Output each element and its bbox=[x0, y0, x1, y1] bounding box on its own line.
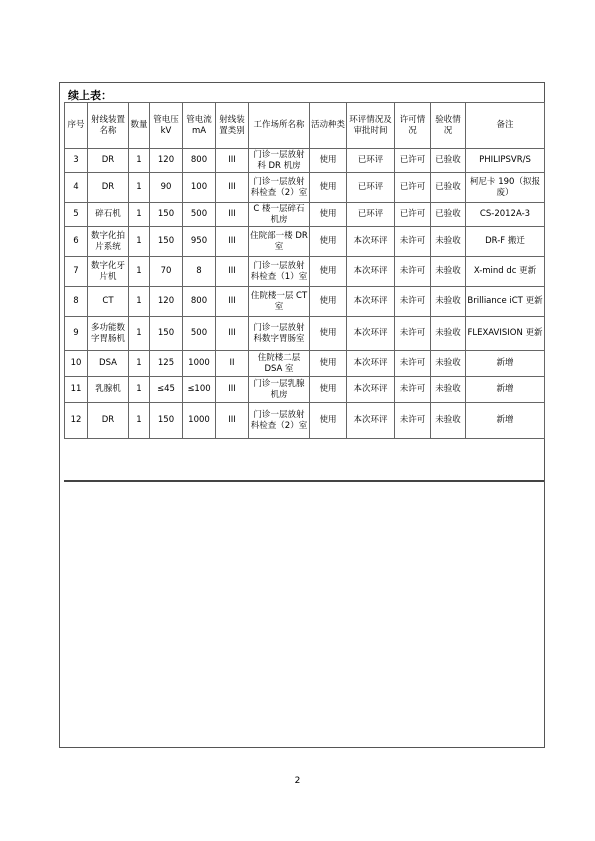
table-cell: 未许可 bbox=[395, 377, 431, 403]
table-cell: 1 bbox=[129, 227, 150, 257]
header-cell: 许可情况 bbox=[395, 103, 431, 149]
table-cell: 本次环评 bbox=[347, 377, 395, 403]
table-cell: 已许可 bbox=[395, 203, 431, 227]
table-cell: ≤100 bbox=[183, 377, 216, 403]
table-cell: III bbox=[216, 149, 249, 173]
table-cell: III bbox=[216, 403, 249, 439]
table-bottom-rule bbox=[64, 480, 544, 482]
table-caption: 续上表： bbox=[68, 89, 112, 102]
table-cell: 11 bbox=[65, 377, 88, 403]
table-cell: 本次环评 bbox=[347, 257, 395, 287]
table-cell: III bbox=[216, 317, 249, 351]
table-cell: 门诊一层放射科检查（1）室 bbox=[249, 257, 310, 287]
table-cell: 70 bbox=[150, 257, 183, 287]
table-cell: 1 bbox=[129, 287, 150, 317]
table-cell: 950 bbox=[183, 227, 216, 257]
table-cell: PHILIPSVR/S bbox=[466, 149, 545, 173]
table-cell: 150 bbox=[150, 403, 183, 439]
table-cell: 新增 bbox=[466, 377, 545, 403]
table-cell: 使用 bbox=[310, 173, 347, 203]
table-cell: 使用 bbox=[310, 227, 347, 257]
table-cell: 未许可 bbox=[395, 351, 431, 377]
table-row bbox=[65, 149, 545, 173]
header-cell: 验收情况 bbox=[431, 103, 466, 149]
table-cell: 数字化拍片系统 bbox=[88, 227, 129, 257]
table-row bbox=[65, 227, 545, 257]
table-cell: Brilliance iCT 更新 bbox=[466, 287, 545, 317]
header-cell: 工作场所名称 bbox=[249, 103, 310, 149]
table-cell: 新增 bbox=[466, 351, 545, 377]
table-cell: DR bbox=[88, 173, 129, 203]
table-cell: 门诊一层放射科检查（2）室 bbox=[249, 403, 310, 439]
table-cell: 使用 bbox=[310, 149, 347, 173]
table-header-row bbox=[65, 103, 545, 149]
table-cell: 已验收 bbox=[431, 149, 466, 173]
table-cell: 本次环评 bbox=[347, 287, 395, 317]
table-cell: 8 bbox=[65, 287, 88, 317]
table-cell: 已环评 bbox=[347, 203, 395, 227]
table-cell: 未验收 bbox=[431, 351, 466, 377]
table-cell: 新增 bbox=[466, 403, 545, 439]
table-cell: 住院楼二层 DSA 室 bbox=[249, 351, 310, 377]
table-cell: 90 bbox=[150, 173, 183, 203]
table-cell: 本次环评 bbox=[347, 403, 395, 439]
table-cell: 已环评 bbox=[347, 173, 395, 203]
table-cell: 未验收 bbox=[431, 257, 466, 287]
table-cell: ≤45 bbox=[150, 377, 183, 403]
header-cell: 序号 bbox=[65, 103, 88, 149]
table-cell: 未验收 bbox=[431, 377, 466, 403]
table-cell: 已验收 bbox=[431, 173, 466, 203]
table-cell: III bbox=[216, 287, 249, 317]
table-cell: III bbox=[216, 227, 249, 257]
table-cell: 1 bbox=[129, 351, 150, 377]
table-cell: 1000 bbox=[183, 403, 216, 439]
table-cell: DSA bbox=[88, 351, 129, 377]
table-cell: C 楼一层碎石机房 bbox=[249, 203, 310, 227]
table-cell: 未验收 bbox=[431, 227, 466, 257]
table-cell: 150 bbox=[150, 317, 183, 351]
table-row bbox=[65, 317, 545, 351]
table-cell: 1 bbox=[129, 317, 150, 351]
table-cell: X-mind dc 更新 bbox=[466, 257, 545, 287]
table-cell: 10 bbox=[65, 351, 88, 377]
table-cell: 1 bbox=[129, 203, 150, 227]
table-cell: 碎石机 bbox=[88, 203, 129, 227]
table-cell: 使用 bbox=[310, 317, 347, 351]
table-cell: 100 bbox=[183, 173, 216, 203]
table-cell: 未许可 bbox=[395, 257, 431, 287]
radiation-device-table bbox=[64, 102, 545, 439]
table-row bbox=[65, 377, 545, 403]
table-cell: 8 bbox=[183, 257, 216, 287]
table-cell: 150 bbox=[150, 203, 183, 227]
header-cell: 管电流mA bbox=[183, 103, 216, 149]
table-cell: 125 bbox=[150, 351, 183, 377]
table-cell: 本次环评 bbox=[347, 227, 395, 257]
table-cell: 使用 bbox=[310, 403, 347, 439]
table-cell: III bbox=[216, 173, 249, 203]
table-cell: 已许可 bbox=[395, 173, 431, 203]
table-row bbox=[65, 403, 545, 439]
table-row bbox=[65, 203, 545, 227]
table-cell: 使用 bbox=[310, 203, 347, 227]
table-cell: 120 bbox=[150, 149, 183, 173]
table-cell: 500 bbox=[183, 203, 216, 227]
table-cell: 500 bbox=[183, 317, 216, 351]
table-cell: 1 bbox=[129, 149, 150, 173]
table-cell: 使用 bbox=[310, 287, 347, 317]
table-cell: 7 bbox=[65, 257, 88, 287]
table-cell: 4 bbox=[65, 173, 88, 203]
table-cell: 乳腺机 bbox=[88, 377, 129, 403]
table-cell: 1 bbox=[129, 403, 150, 439]
table-cell: 柯尼卡 190（拟报废） bbox=[466, 173, 545, 203]
table-cell: 6 bbox=[65, 227, 88, 257]
table-cell: 未验收 bbox=[431, 403, 466, 439]
table-cell: 已许可 bbox=[395, 149, 431, 173]
table-cell: 800 bbox=[183, 149, 216, 173]
table-cell: 数字化牙片机 bbox=[88, 257, 129, 287]
header-cell: 管电压kV bbox=[150, 103, 183, 149]
header-cell: 活动种类 bbox=[310, 103, 347, 149]
table-row bbox=[65, 173, 545, 203]
table-cell: 使用 bbox=[310, 351, 347, 377]
header-cell: 射线装置名称 bbox=[88, 103, 129, 149]
table-cell: 门诊一层放射科数字胃肠室 bbox=[249, 317, 310, 351]
table-cell: 未验收 bbox=[431, 287, 466, 317]
table-cell: 9 bbox=[65, 317, 88, 351]
table-cell: 门诊一层放射科检查（2）室 bbox=[249, 173, 310, 203]
header-cell: 数量 bbox=[129, 103, 150, 149]
table-cell: 未验收 bbox=[431, 317, 466, 351]
table-cell: II bbox=[216, 351, 249, 377]
table-cell: 本次环评 bbox=[347, 351, 395, 377]
table-cell: 住院楼一层 CT 室 bbox=[249, 287, 310, 317]
table-cell: DR bbox=[88, 403, 129, 439]
table-cell: DR bbox=[88, 149, 129, 173]
table-cell: 1 bbox=[129, 173, 150, 203]
table-cell: FLEXAVISION 更新 bbox=[466, 317, 545, 351]
table-cell: CS-2012A-3 bbox=[466, 203, 545, 227]
table-cell: 住院部一楼 DR 室 bbox=[249, 227, 310, 257]
table-cell: III bbox=[216, 257, 249, 287]
table-cell: DR-F 搬迁 bbox=[466, 227, 545, 257]
header-cell: 环评情况及审批时间 bbox=[347, 103, 395, 149]
page-number: 2 bbox=[294, 776, 301, 786]
table-cell: 多功能数字胃肠机 bbox=[88, 317, 129, 351]
table-cell: 1 bbox=[129, 377, 150, 403]
table-row bbox=[65, 257, 545, 287]
table-cell: 12 bbox=[65, 403, 88, 439]
table-cell: 本次环评 bbox=[347, 317, 395, 351]
table-cell: 已验收 bbox=[431, 203, 466, 227]
table-cell: 1 bbox=[129, 257, 150, 287]
table-cell: III bbox=[216, 203, 249, 227]
table-row bbox=[65, 351, 545, 377]
table-cell: 未许可 bbox=[395, 287, 431, 317]
table-cell: 800 bbox=[183, 287, 216, 317]
table-cell: III bbox=[216, 377, 249, 403]
table-cell: 3 bbox=[65, 149, 88, 173]
header-cell: 备注 bbox=[466, 103, 545, 149]
table-cell: 未许可 bbox=[395, 403, 431, 439]
table-cell: 已环评 bbox=[347, 149, 395, 173]
table-cell: 未许可 bbox=[395, 227, 431, 257]
table-cell: 使用 bbox=[310, 257, 347, 287]
table-cell: 未许可 bbox=[395, 317, 431, 351]
table-cell: 门诊一层乳腺机房 bbox=[249, 377, 310, 403]
table-cell: 使用 bbox=[310, 377, 347, 403]
table-cell: 150 bbox=[150, 227, 183, 257]
table-cell: CT bbox=[88, 287, 129, 317]
table-cell: 门诊一层放射科 DR 机房 bbox=[249, 149, 310, 173]
table-cell: 1000 bbox=[183, 351, 216, 377]
table-cell: 5 bbox=[65, 203, 88, 227]
table-row bbox=[65, 287, 545, 317]
header-cell: 射线装置类别 bbox=[216, 103, 249, 149]
table-cell: 120 bbox=[150, 287, 183, 317]
